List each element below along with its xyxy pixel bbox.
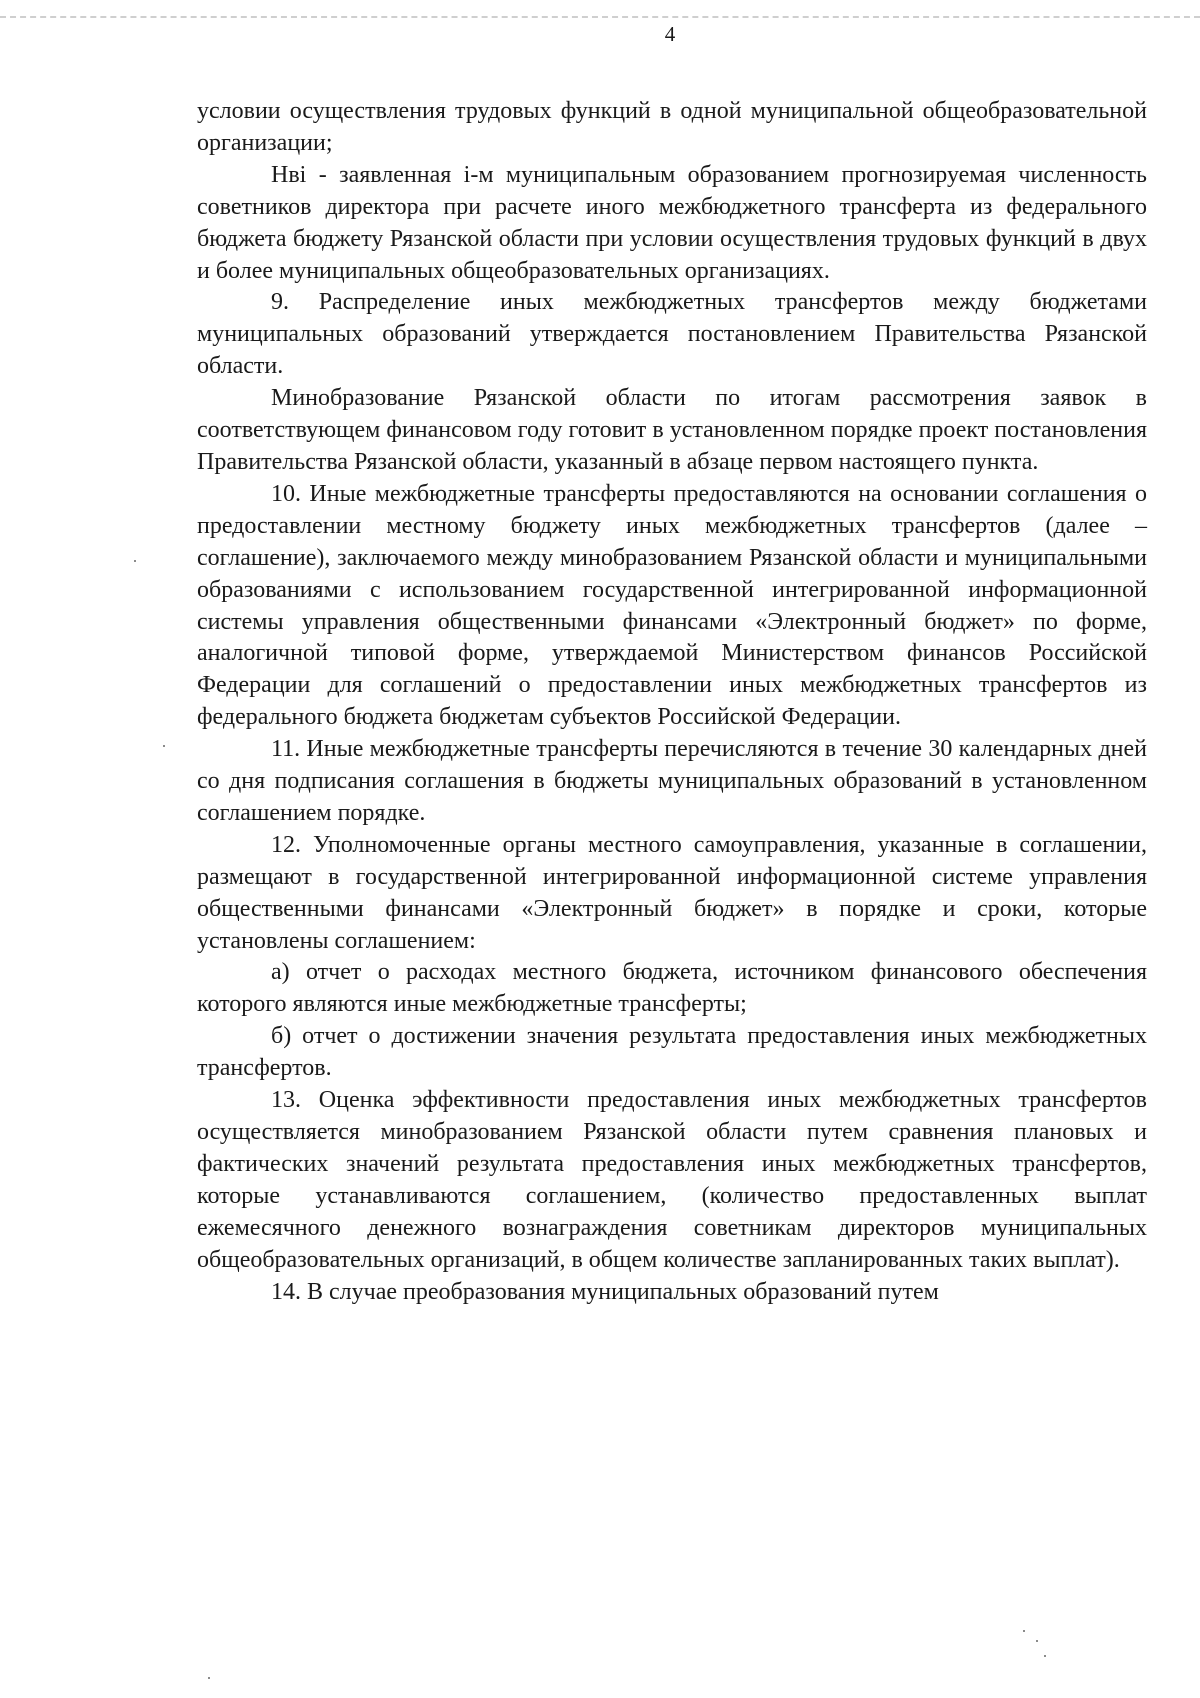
paragraph-item-9-detail: Минобразование Рязанской области по итогам рассмотрения заявок в соответствующем финансовом году готовит в установленном порядке проект постановления Правительства Рязанской области, указанный в абзаце первом настоящего пункта. xyxy=(197,385,1147,475)
scan-speck xyxy=(163,745,165,747)
paragraph-item-9: 9. Распределение иных межбюджетных трансфертов между бюджетами муниципальных образований утверждается постановлением Правительства Рязанской области. xyxy=(197,289,1147,380)
scan-speck xyxy=(1036,1640,1038,1642)
scan-speck xyxy=(1023,1630,1025,1632)
paragraph-item-12-b: б) отчет о достижении значения результата предоставления иных межбюджетных трансфертов. xyxy=(197,1023,1147,1082)
paragraph-item-11: 11. Иные межбюджетные трансферты перечисляются в течение 30 календарных дней со дня подписания соглашения в бюджеты муниципальных образований в установленном соглашением порядке. xyxy=(197,736,1147,826)
scan-speck xyxy=(208,1677,210,1679)
scan-edge-line xyxy=(0,16,1200,20)
paragraph-nvi-definition: Нві - заявленная i-м муниципальным образованием прогнозируемая численность советников директора при расчете иного межбюджетного трансферта из федерального бюджета бюджету Рязанской области при условии осуществления трудовых функций в двух и более муниципальных общеобразовательных организациях. xyxy=(197,161,1147,284)
paragraph-continuation: условии осуществления трудовых функций в одной муниципальной общеобразовательной организации; xyxy=(197,98,1147,156)
paragraph-item-14: 14. В случае преобразования муниципальных образований путем xyxy=(271,1278,939,1305)
scan-speck xyxy=(134,560,136,562)
paragraph-item-12-a: а) отчет о расходах местного бюджета, источником финансового обеспечения которого являются иные межбюджетные трансферты; xyxy=(197,959,1147,1018)
scan-speck xyxy=(1044,1655,1046,1657)
page-number: 4 xyxy=(664,22,676,46)
paragraph-item-13: 13. Оценка эффективности предоставления иных межбюджетных трансфертов осуществляется минобразованием Рязанской области путем сравнения плановых и фактических значений результата предоставления иных межбюджетных трансфертов, которые устанавливаются соглашением, (количество предоставленных выплат ежемесячного денежного вознаграждения советникам директоров муниципальных общеобразовательных организаций, в общем количестве запланированных таких выплат). xyxy=(197,1087,1147,1273)
document-body xyxy=(197,96,1147,1308)
paragraph-item-12: 12. Уполномоченные органы местного самоуправления, указанные в соглашении, размещают в государственной интегрированной информационной системе управления общественными финансами «Электронный бюджет» в порядке и сроки, которые установлены соглашением: xyxy=(197,831,1147,954)
paragraph-item-10: 10. Иные межбюджетные трансферты предоставляются на основании соглашения о предоставлении местному бюджету иных межбюджетных трансфертов (далее – соглашение), заключаемого между минобразованием Рязанской области и муниципальными образованиями с использованием государственной интегрированной информационной системы управления общественными финансами «Электронный бюджет» по форме, аналогичной типовой форме, утверждаемой Министерством финансов Российской Федерации для соглашений о предоставлении иных межбюджетных трансфертов из федерального бюджета бюджетам субъектов Российской Федерации. xyxy=(197,480,1147,731)
